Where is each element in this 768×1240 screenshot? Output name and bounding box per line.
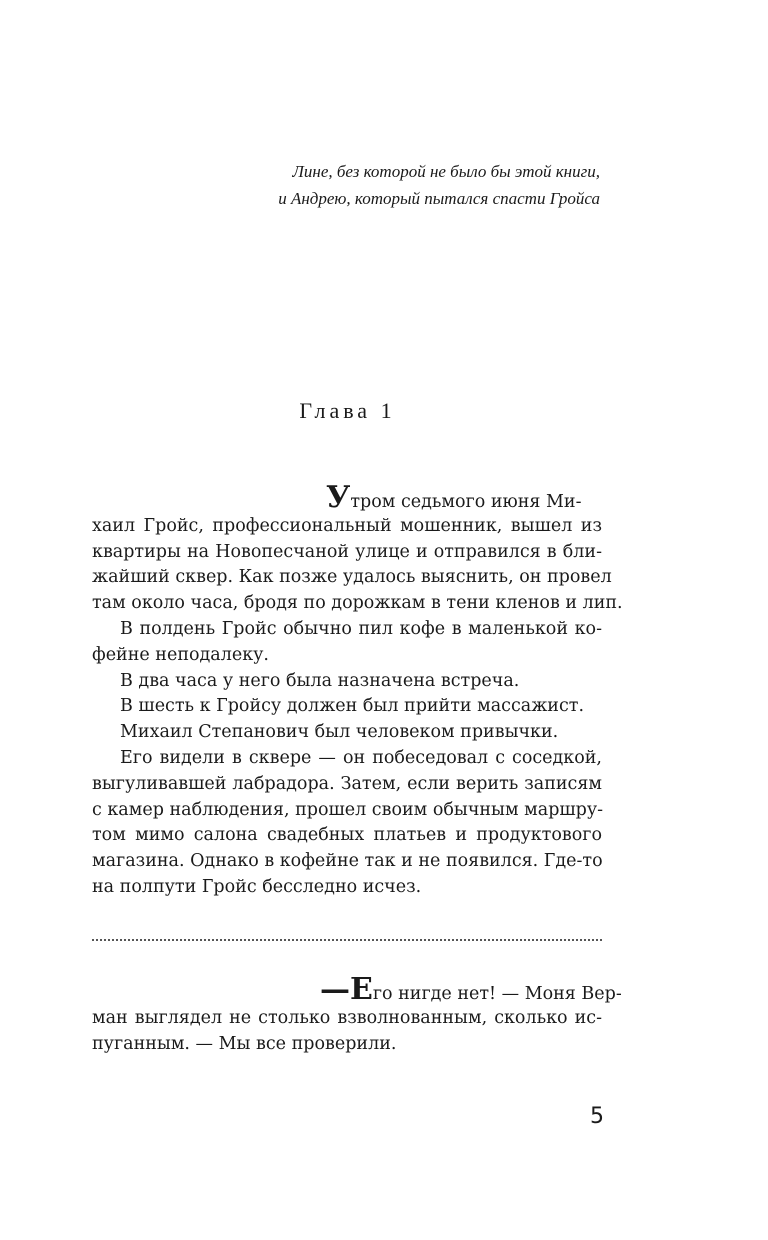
text-line — [92, 972, 622, 1007]
chapter-title: Глава 1 — [299, 398, 396, 423]
dedication — [170, 158, 600, 212]
text-line: с камер наблюдения, прошел своим обычным маршру- — [92, 799, 604, 820]
text-line: жайший сквер. Как позже удалось выяснить, он провел — [92, 567, 612, 588]
dedication-line: и Андрею, который пытался спасти Гройса — [278, 189, 600, 208]
text-line: квартиры на Новопесчаной улице и отправился в бли- — [92, 541, 602, 562]
text-line: выгуливавшей лабрадора. Затем, если верить записям — [92, 773, 602, 794]
page-number: 5 — [590, 1104, 604, 1129]
text-line: там около часа, бродя по дорожкам в тени кленов и лип. — [92, 593, 623, 614]
drop-cap: Е — [350, 972, 373, 1007]
text-line — [92, 480, 602, 515]
text-line: на полпути Гройс бесследно исчез. — [92, 876, 422, 897]
text-line: магазина. Однако в кофейне так и не появился. Где-то — [92, 851, 603, 872]
text-line: В шесть к Гройсу должен был прийти массажист. — [120, 696, 585, 717]
chapter-text — [92, 972, 622, 1057]
chapter-text — [92, 480, 623, 901]
text-line: пуганным. — Мы все проверили. — [92, 1033, 397, 1054]
text-line: В два часа у него была назначена встреча. — [120, 670, 520, 691]
drop-cap: У — [326, 480, 351, 515]
drop-dash: — — [320, 972, 350, 1007]
text-line: хаил Гройс, профессиональный мошенник, вышел из — [92, 515, 602, 536]
text-line: том мимо салона свадебных платьев и продуктового — [92, 825, 602, 846]
line-text: тром седьмого июня Ми- — [350, 492, 582, 512]
dedication-line: Лине, без которой не было бы этой книги, — [292, 162, 600, 181]
text-line: фейне неподалеку. — [92, 644, 269, 665]
section-separator — [92, 939, 602, 941]
line-text: го нигде нет! — Моня Вер- — [372, 984, 622, 1004]
text-line: Его видели в сквере — он побеседовал с соседкой, — [120, 747, 602, 768]
text-line: Михаил Степанович был человеком привычки. — [120, 722, 559, 743]
text-line: ман выглядел не столько взволнованным, сколько ис- — [92, 1007, 602, 1028]
text-line: В полдень Гройс обычно пил кофе в маленькой ко- — [120, 618, 602, 639]
